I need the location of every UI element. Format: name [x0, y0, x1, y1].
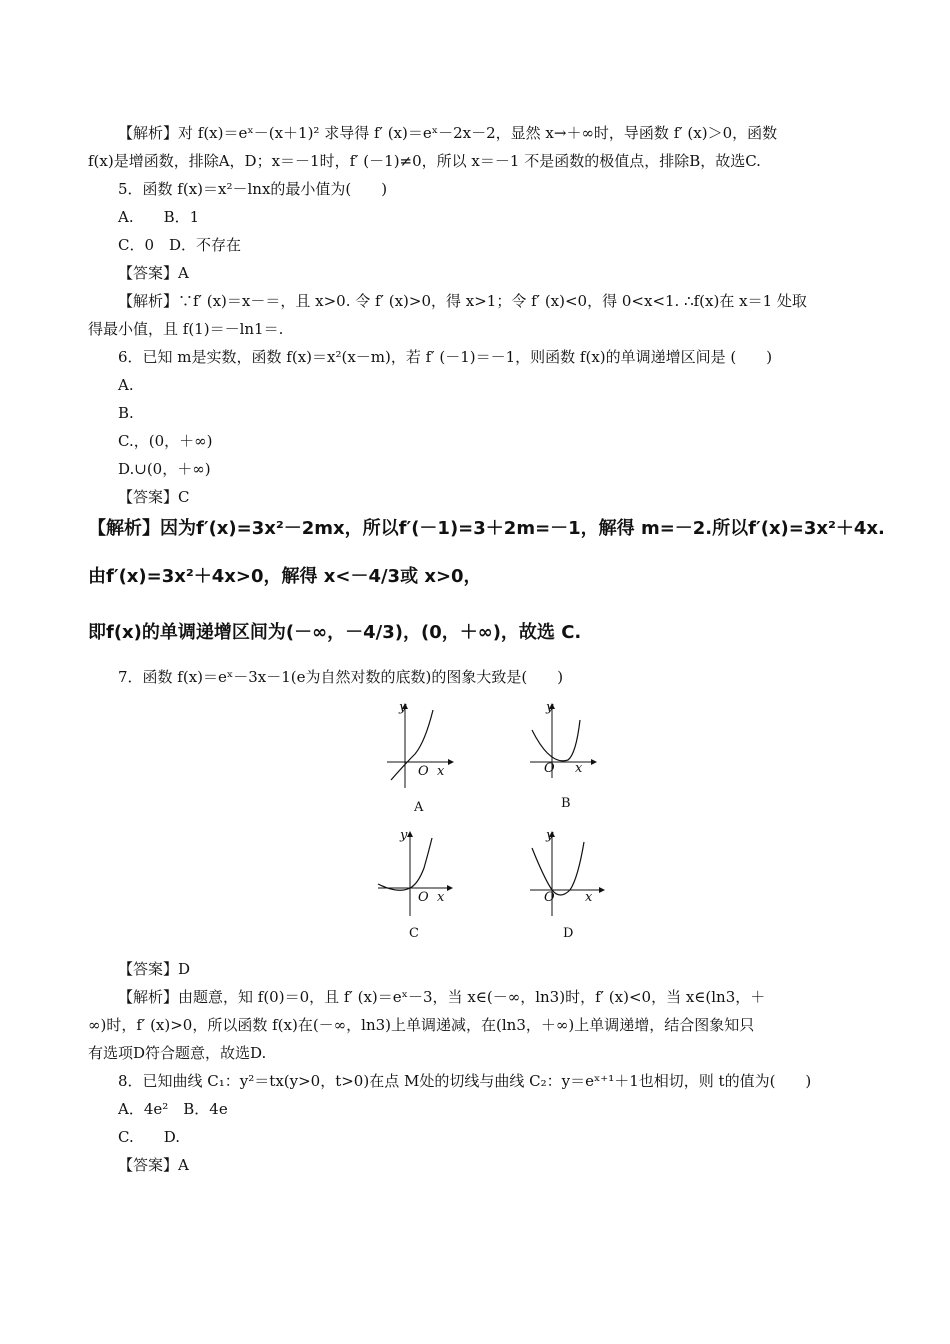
graph-b-caption: B: [561, 796, 571, 811]
graph-d: [528, 828, 608, 918]
graph-c-y-label: y: [400, 828, 408, 843]
analysis-5-line-1: 【解析】∵f′ (x)＝x－＝，且 x>0. 令 f′ (x)>0，得 x>1；令 f′ (x)<0，得 0<x<1. ∴f(x)在 x＝1 处取: [118, 292, 807, 310]
answer-8: 【答案】A: [118, 1156, 189, 1174]
analysis-6-line-1: 【解析】因为f′(x)=3x²－2mx，所以f′(－1)=3＋2m=－1，解得 m=－2.所以f′(x)=3x²＋4x.: [88, 518, 885, 539]
analysis-7-line-1: 【解析】由题意，知 f(0)＝0，且 f′ (x)＝eˣ－3，当 x∈(－∞，ln3)时，f′ (x)<0，当 x∈(ln3，＋: [118, 988, 766, 1006]
option-cd: C．0 D．不存在: [118, 236, 242, 254]
question-5: 5．函数 f(x)＝x²－lnx的最小值为( ): [118, 180, 388, 198]
answer-7: 【答案】D: [118, 960, 191, 978]
graph-a-x-label: x: [437, 764, 445, 779]
line-1: 【解析】对 f(x)＝eˣ－(x＋1)² 求导得 f′ (x)＝eˣ－2x－2，显然 x→＋∞时，导函数 f′ (x)＞0，函数: [118, 124, 778, 142]
option-cd-8: C. D.: [118, 1128, 180, 1146]
analysis-6-line-3: 即f(x)的单调递增区间为(－∞，－4/3)，(0，＋∞)，故选 C.: [88, 622, 582, 643]
analysis-7-line-2: ∞)时，f′ (x)>0，所以函数 f(x)在(－∞，ln3)上单调递减，在(ln3，＋∞)上单调递增，结合图象知只: [88, 1016, 755, 1034]
graph-c-origin-label: O: [418, 890, 429, 905]
option-c: C.，(0，＋∞): [118, 432, 213, 450]
graph-b-origin-label: O: [544, 761, 555, 776]
question-7: 7．函数 f(x)＝eˣ－3x－1(e为自然对数的底数)的图象大致是( ): [118, 668, 564, 686]
question-6: 6．已知 m是实数，函数 f(x)＝x²(x－m)，若 f′ (－1)＝－1，则函数 f(x)的单调递增区间是 ( ): [118, 348, 773, 366]
option-a: A.: [118, 376, 134, 394]
graph-b-x-label: x: [575, 761, 583, 776]
graph-b-y-label: y: [546, 700, 554, 715]
option-ab: A. B．1: [118, 208, 200, 226]
question-8: 8．已知曲线 C₁：y²＝tx(y>0，t>0)在点 M处的切线与曲线 C₂：y＝eˣ⁺¹＋1也相切，则 t的值为( ): [118, 1072, 812, 1090]
graph-c-caption: C: [409, 926, 419, 941]
option-b: B.: [118, 404, 134, 422]
graph-b: [528, 700, 598, 780]
option-d: D.∪(0，＋∞): [118, 460, 211, 478]
graph-d-x-label: x: [585, 890, 593, 905]
graph-a-caption: A: [414, 800, 424, 815]
analysis-7-line-3: 有选项D符合题意，故选D.: [88, 1044, 267, 1062]
graph-c-x-label: x: [437, 890, 445, 905]
graph-d-caption: D: [563, 926, 574, 941]
graph-a-origin-label: O: [418, 764, 429, 779]
graph-d-y-label: y: [546, 828, 554, 843]
analysis-5-line-2: 得最小值，且 f(1)＝－ln1＝.: [88, 320, 284, 338]
graph-a-y-label: y: [399, 700, 407, 715]
line-2: f(x)是增函数，排除A，D；x＝－1时，f′ (－1)≠0，所以 x＝－1 不是函数的极值点，排除B，故选C.: [88, 152, 761, 170]
graph-d-origin-label: O: [544, 890, 555, 905]
answer-6: 【答案】C: [118, 488, 190, 506]
option-ab-8: A．4e² B．4e: [118, 1100, 228, 1118]
answer-5: 【答案】A: [118, 264, 189, 282]
analysis-6-line-2: 由f′(x)=3x²＋4x>0，解得 x<－4/3或 x>0，: [88, 566, 482, 587]
